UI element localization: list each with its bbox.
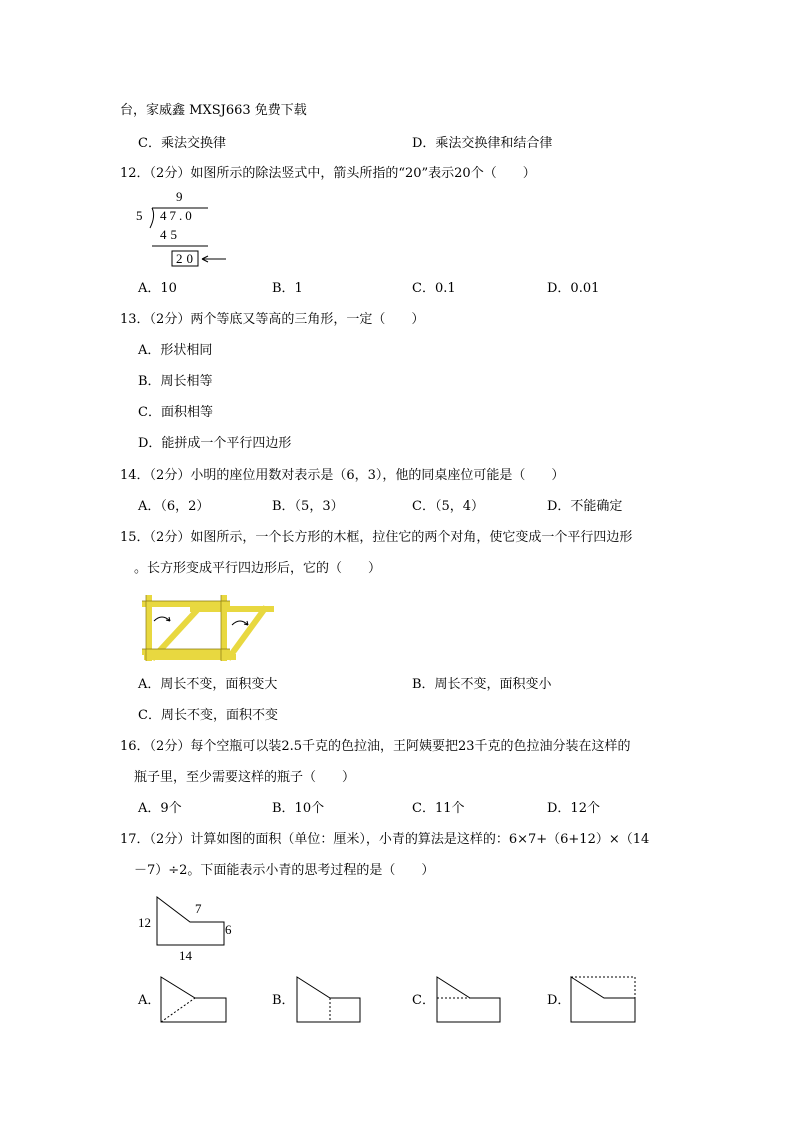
- q14-option-a[interactable]: A．（6，2）: [138, 499, 210, 514]
- q12-option-c[interactable]: C．0.1: [412, 281, 456, 296]
- q14-option-b[interactable]: B．（5，3）: [272, 499, 344, 514]
- q17-option-c-label[interactable]: C．: [412, 993, 435, 1008]
- q17-option-d-figure[interactable]: [570, 976, 640, 1026]
- q16-option-a[interactable]: A．9个: [138, 801, 182, 816]
- q11-option-c[interactable]: C．乘法交换律: [138, 136, 226, 151]
- q16-option-c[interactable]: C．11个: [412, 801, 465, 816]
- q13-option-b[interactable]: B．周长相等: [138, 374, 213, 389]
- q16-option-d[interactable]: D．12个: [547, 801, 600, 816]
- q14-option-c[interactable]: C．（5，4）: [412, 499, 484, 514]
- q12-option-b[interactable]: B．1: [272, 281, 303, 296]
- q16-option-b[interactable]: B．10个: [272, 801, 325, 816]
- q13-option-d[interactable]: D．能拼成一个平行四边形: [138, 436, 292, 451]
- division-divisor: 5: [136, 208, 143, 223]
- division-quotient: 9: [176, 189, 183, 204]
- division-remainder: 20: [176, 251, 197, 266]
- arrow-left-icon: [202, 256, 226, 262]
- q12-option-a[interactable]: A．10: [138, 281, 177, 296]
- q12-option-d[interactable]: D．0.01: [547, 281, 600, 296]
- q17-stem-line1: 17．（2分）计算如图的面积（单位：厘米），小青的算法是这样的：6×7+（6+12）×（14: [120, 832, 650, 847]
- q15-stem-line1: 15．（2分）如图所示，一个长方形的木框，拉住它的两个对角，使它变成一个平行四边形: [120, 530, 633, 545]
- q11-option-d[interactable]: D．乘法交换律和结合律: [412, 136, 553, 151]
- q13-option-a[interactable]: A．形状相同: [138, 343, 213, 358]
- q17-option-b-label[interactable]: B．: [272, 993, 295, 1008]
- q14-option-d[interactable]: D．不能确定: [547, 499, 623, 514]
- q17-option-b-figure[interactable]: [296, 976, 366, 1026]
- long-division-figure: [130, 188, 240, 270]
- figure-label-top: 7: [195, 901, 202, 916]
- q16-stem-line1: 16．（2分）每个空瓶可以装2.5千克的色拉油，王阿姨要把23千克的色拉油分装在这样的: [120, 739, 631, 754]
- figure-label-right: 6: [225, 922, 232, 937]
- q17-option-a-label[interactable]: A．: [138, 993, 161, 1008]
- q15-option-c[interactable]: C．周长不变，面积不变: [138, 708, 278, 723]
- q14-stem: 14．（2分）小明的座位用数对表示是（6，3），他的同桌座位可能是（ ）: [120, 468, 565, 483]
- q13-stem: 13．（2分）两个等底又等高的三角形，一定（ ）: [120, 312, 425, 327]
- division-product: 45: [160, 227, 181, 242]
- rotate-arrow-icon: [154, 617, 248, 625]
- area-figure: [136, 893, 240, 965]
- header-line: 台，家威鑫 MXSJ663 免费下载: [120, 103, 307, 118]
- q17-option-c-figure[interactable]: [436, 976, 506, 1026]
- q17-option-d-label[interactable]: D．: [547, 993, 571, 1008]
- q17-stem-line2: －7）÷2。下面能表示小青的思考过程的是（ ）: [134, 863, 435, 878]
- q13-option-c[interactable]: C．面积相等: [138, 405, 213, 420]
- wooden-frame-figure: [140, 591, 276, 663]
- division-dividend: 47.0: [160, 208, 195, 223]
- q17-option-a-figure[interactable]: [160, 976, 230, 1026]
- q15-option-a[interactable]: A．周长不变，面积变大: [138, 677, 278, 692]
- q12-stem: 12．（2分）如图所示的除法竖式中，箭头所指的“20”表示20个（ ）: [120, 166, 536, 181]
- q16-stem-line2: 瓶子里，至少需要这样的瓶子（ ）: [134, 770, 356, 785]
- figure-label-bottom: 14: [179, 948, 192, 963]
- q15-stem-line2: 。长方形变成平行四边形后，它的（ ）: [134, 561, 382, 576]
- q15-option-b[interactable]: B．周长不变，面积变小: [412, 677, 552, 692]
- figure-label-left: 12: [138, 915, 151, 930]
